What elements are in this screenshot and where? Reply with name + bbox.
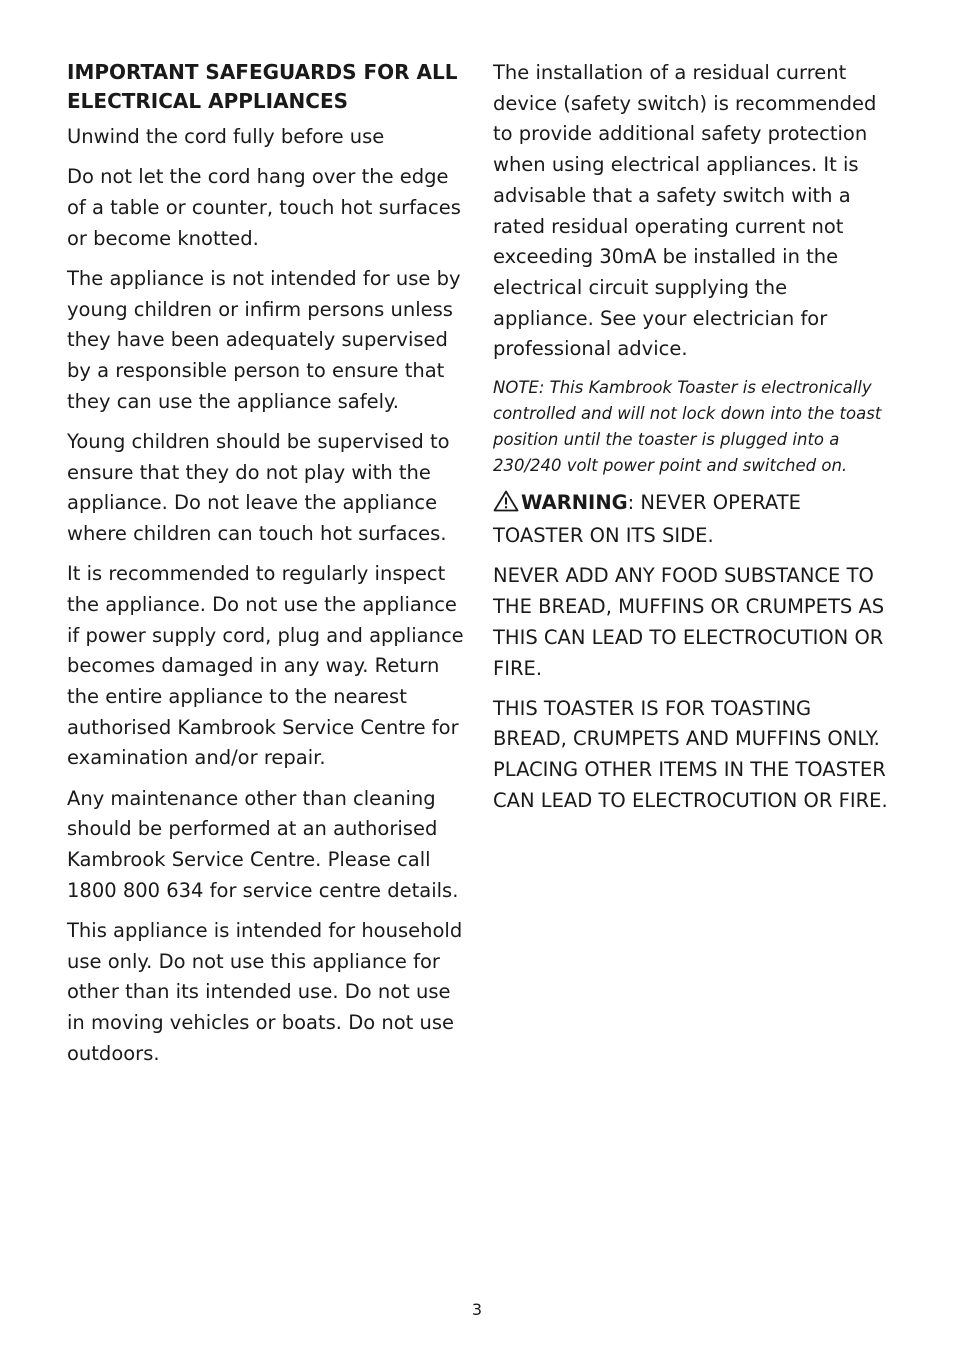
warning-text: : NEVER OPERATE TOASTER ON ITS SIDE. [493, 490, 801, 548]
paragraph-household-use: This appliance is intended for household use only. Do not use this appliance for other than its intended use. Do not use in moving vehicles or boats. Do not use outdoors. [67, 918, 463, 1065]
warning-triangle-icon [493, 490, 519, 522]
paragraph-children-infirm: The appliance is not intended for use by young children or infirm persons unless they have been adequately supervised by a responsible person to ensure that they can use the appliance safely. [67, 266, 461, 413]
paragraph-rcd: The installation of a residual current device (safety switch) is recommended to provide additional safety protection when using electrical appliances. It is advisable that a safety switch with a rated residual operating current not exceeding 30mA be installed in the electrical circuit supplying the appliance. See your electrician for professional advice. [493, 61, 877, 361]
paragraph-maintenance: Any maintenance other than cleaning should be performed at an authorised Kambrook Service Centre. Please call 1800 800 634 for service centre details. [67, 786, 459, 902]
paragraph-no-food-substance: NEVER ADD ANY FOOD SUBSTANCE TO THE BREAD, MUFFINS OR CRUMPETS AS THIS CAN LEAD TO ELECTROCUTION OR FIRE. [493, 564, 885, 680]
paragraph-inspect-appliance: It is recommended to regularly inspect the appliance. Do not use the appliance if power supply cord, plug and appliance becomes damaged in any way. Return the entire appliance to the nearest authorised Kambrook Service Centre for examination and/or repair. [67, 562, 464, 770]
left-column [67, 58, 465, 1079]
paragraph-supervise-children: Young children should be supervised to ensure that they do not play with the appliance. Do not leave the appliance where children can touch hot surfaces. [67, 429, 450, 545]
warning-paragraph [493, 488, 889, 552]
paragraph-unwind-cord: Unwind the cord fully before use [67, 125, 385, 148]
page-number: 3 [471, 1300, 483, 1319]
warning-label: WARNING [521, 490, 628, 514]
right-column [493, 58, 889, 826]
paragraph-toasting-only: THIS TOASTER IS FOR TOASTING BREAD, CRUMPETS AND MUFFINS ONLY. PLACING OTHER ITEMS IN THE TOASTER CAN LEAD TO ELECTROCUTION OR FIRE. [493, 696, 888, 812]
note-electronic-control: NOTE: This Kambrook Toaster is electronically controlled and will not lock down into the toast position until the toaster is plugged into a 230/240 volt power point and switched on. [493, 377, 882, 475]
safeguards-heading: IMPORTANT SAFEGUARDS FOR ALL ELECTRICAL APPLIANCES [67, 60, 458, 113]
paragraph-cord-hang: Do not let the cord hang over the edge of a table or counter, touch hot surfaces or become knotted. [67, 165, 461, 250]
